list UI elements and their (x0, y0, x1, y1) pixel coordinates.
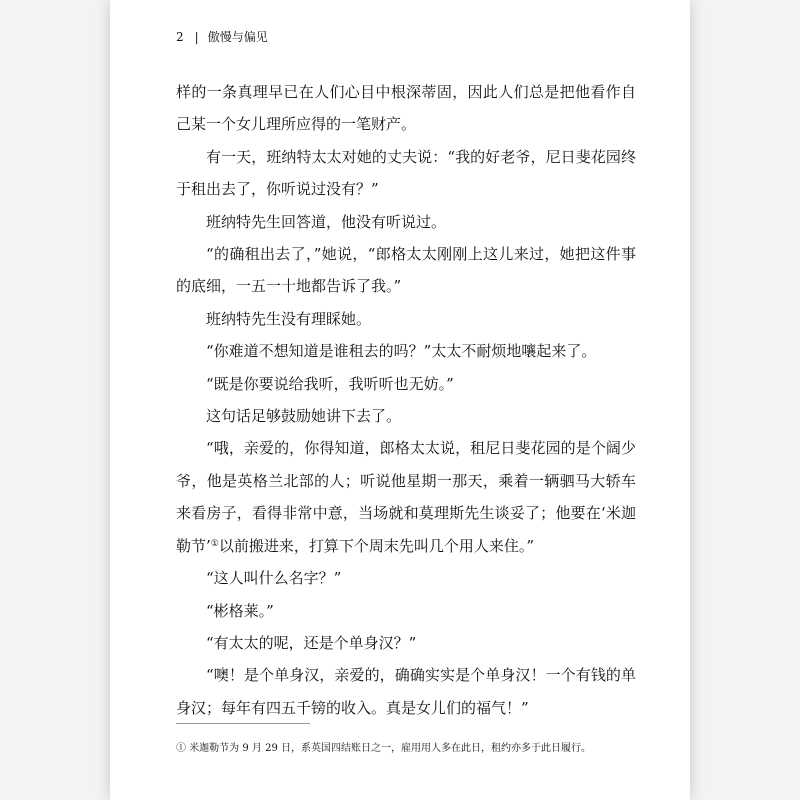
paragraph: “的确租出去了，”她说，“郎格太太刚刚上这儿来过，她把这件事的底细，一五一十地都告诉了我。” (176, 245, 636, 296)
paragraph: “噢！是个单身汉，亲爱的，确确实实是个单身汉！一个有钱的单身汉；每年有四五千镑的收入。真是女儿们的福气！” (176, 666, 636, 717)
footnote-divider (176, 723, 310, 724)
book-title: 傲慢与偏见 (207, 30, 268, 44)
running-header (176, 28, 268, 45)
paragraph: 有一天，班纳特太太对她的丈夫说：“我的好老爷，尼日斐花园终于租出去了，你听说过没有？” (176, 147, 636, 199)
footnote: ① 米迦勒节为 9 月 29 日，系英国四结账日之一，雇用用人多在此日，租约亦多于此日履行。 (176, 743, 591, 754)
paragraph: 班纳特先生没有理睬她。 (206, 309, 372, 328)
footnote-reference[interactable]: ① (210, 538, 219, 549)
paragraph: 这句话足够鼓励她讲下去了。 (206, 407, 402, 426)
paragraph: 样的一条真理早已在人们心目中根深蒂固，因此人们总是把他看作自己某一个女儿理所应得的一笔财产。 (176, 83, 636, 134)
book-page (110, 0, 690, 800)
page-number: 2 (176, 30, 184, 44)
paragraph-with-footnote (176, 432, 636, 562)
paragraph: 班纳特先生回答道，他没有听说过。 (206, 212, 447, 231)
paragraph: “既是你要说给我听，我听听也无妨。” (206, 374, 454, 393)
paragraph-text: 以前搬进来，打算下个周末先叫几个用人来住。” (218, 536, 535, 555)
paragraph: “你难道不想知道是谁租去的吗？”太太不耐烦地嚷起来了。 (206, 342, 597, 361)
paragraph: “有太太的呢，还是个单身汉？” (206, 633, 417, 652)
paragraph: “这人叫什么名字？” (206, 569, 342, 588)
body-text (176, 76, 636, 724)
paragraph: “彬格莱。” (206, 601, 274, 620)
header-separator: | (194, 30, 199, 44)
paragraph-text: “哦，亲爱的，你得知道，郎格太太说，租尼日斐花园的是个阔少爷，他是英格兰北部的人；听说他星期一那天，乘着一辆驷马大轿车来看房子，看得非常中意，当场就和莫理斯先生谈妥了；他要在‘米迦勒节’ (176, 439, 636, 555)
